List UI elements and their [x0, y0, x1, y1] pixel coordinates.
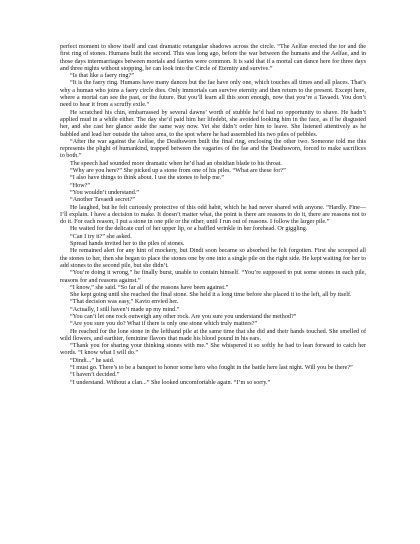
paragraph: “How?” [70, 182, 91, 189]
paragraph: “You wouldn’t understand.” [70, 189, 140, 196]
paragraph: Spread hands invited her to the piles of stones. [70, 241, 185, 248]
paragraph: He reached for the lone stone in the lefthand pile at the same time that she did and their hands touched. She smelled of wild flowers, and earthier, feminine flavors that made his blood pound in his ears. [60, 328, 366, 342]
paragraph: “Another Tavaedi secret?” [70, 197, 135, 204]
paragraph: He waited for the delicate curl of her upper lip, or a baffled wrinkle in her forehead. Or giggling. [70, 226, 308, 233]
paragraph: He laughed, but he felt curiously protective of this odd habit, which he had never shared with anyone. “Hardly. Fine—I’ll explain. I have a decision to make. It doesn’t matter what, the point is there are reasons to do it, there are reasons not to do it. For each reason, I put a stone in one pile or the other, until I run out of reasons. I follow the larger pile.” [60, 204, 366, 226]
paragraph: perfect moment to show itself and cast dramatic retangular shadows across the circle. “The Aelfae erected the tor and the first ring of stones. Humans built the second. This was long ago, before the war between the humans and the Aelfae, and in those days intermarriages between mortals and faeries were common. It is said that if a mortal can dance here for three days and three nights without stopping, he can look into the Circle of Eternity and survive.” [60, 44, 366, 72]
paragraph: She kept going until she reached the final stone. She held it a long time before she placed it to the left, all by itself. [70, 292, 352, 299]
paragraph: “I also have things to think about. I use the stones to help me.” [70, 175, 224, 182]
paragraph: “Actually, I still haven’t made up my mind.” [70, 306, 180, 313]
paragraph: “Are you sure you do? What if there is only one stone which truly matters?” [70, 321, 258, 328]
paragraph: “Can I try it?” she asked. [70, 233, 132, 240]
paragraph: “Thank you for sharing your thinking stones with me.” She whispered it so softly he had to lean forward to catch her words. “I know what I will do.” [60, 343, 366, 357]
paragraph: “I must go. There’s to be a banquet to honor some hero who fought in the battle here last night. Will you be there?” [70, 365, 353, 372]
paragraph: He scratched his chin, embarrassed by several dawns’ worth of stubble he’d had no opportunity to shave. He hadn’t applied mud in a while either. The day she’d paid him her lifedebt, she avoided looking him in the face, as if he disgusted her, and she cast her glance aside the same way now. Yet she didn’t order him to leave. She listened attentively as he babbled and lead her outside the taboo area, to the spot where he had assembled his two piles of pebbles. [60, 109, 366, 138]
paragraph: “I know,” she said. “So far all of the reasons have been against.” [70, 284, 229, 291]
paragraph: “You’re doing it wrong,” he finally burst, unable to contain himself. “You’re supposed to put some stones in each pile, reasons for and reasons against.” [60, 270, 366, 284]
paragraph: “Why are you here?” She picked up a stone from one of his piles. “What are these for?” [70, 168, 286, 175]
paragraph: “After the war against the Aelfae, the Deathsworn built the final ring, enclosing the other two. Someone told me this represents the plight of humankind, trapped between the vagaries of the fae and the Deathsworn, forced to make sacrifices to both.” [60, 138, 366, 160]
paragraph: “I haven’t decided.” [70, 372, 120, 379]
paragraph: “I understand. Without a clan...” She looked uncomfortable again. “I’m so sorry.” [70, 379, 271, 386]
paragraph: The speech had sounded more dramatic when he’d had an obsidian blade to his throat. [70, 160, 282, 167]
paragraph: “Dindi...” he said. [70, 357, 115, 364]
paragraph: “It is the faery ring. Humans have many dances but the fae have only one, which touches all times and all places. That’s why a human who joins a faery circle dies. Only immortals can survive eternity and then return to the present. Except here, where a mortal can see the past, or the future. But you’ll learn all this soon enough, now that you’re a Tavaedi. You don’t need to hear it from a scruffy exile.” [60, 80, 366, 109]
paragraph: “That decision was easy,” Kavio envied her. [70, 299, 179, 306]
paragraph: He remained alert for any hint of mockery, but Dindi soon became so absorbed he felt forgotten. First she scooped all the stones to her, then she began to place the stones one by one into a single pile on the right side. He kept waiting for her to add stones to the second pile, but she didn’t. [60, 248, 366, 269]
paragraph: “You can’t let one rock outweigh any other rock. Are you sure you understand the method?” [70, 313, 297, 320]
paragraph: “Is that like a faery ring?” [70, 73, 134, 80]
body-text [60, 44, 366, 387]
